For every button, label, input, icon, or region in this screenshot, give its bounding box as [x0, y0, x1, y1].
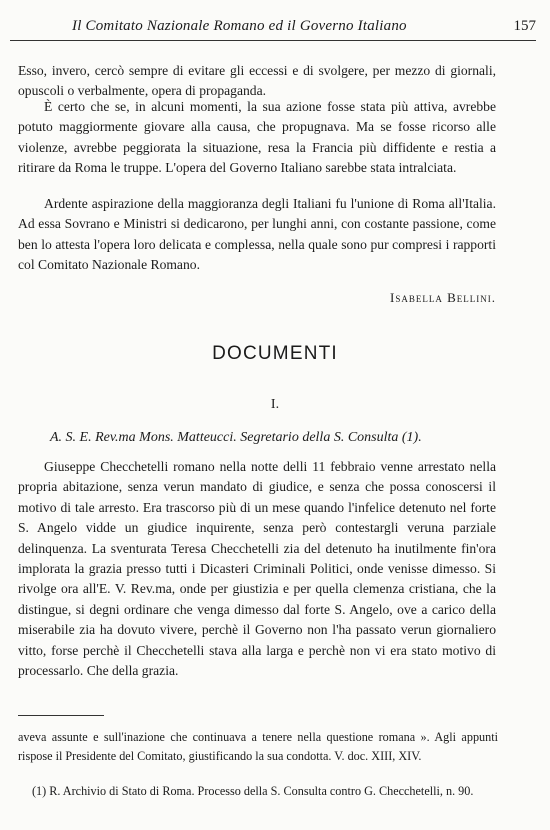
paragraph-1: Esso, invero, cercò sempre di evitare gli eccessi e di svolgere, per mezzo di giornali, opuscoli o verbalmente, opera di propaganda.: [18, 63, 496, 99]
document-number: I.: [270, 397, 280, 412]
document-body: Giuseppe Checchetelli romano nella notte delli 11 febbraio venne arrestato nella propria abitazione, senza verun mandato di giudice, e senza che possa conoscersi il motivo di tale arresto. Era trascorso più di un mese quando l'infelice detenuto nel forte S. Angelo vidde un giudice inquirente, senza però contestargli veruna parziale delinquenza. La sventurata Teresa Checchetelli zia del detenuto ha inutilmente fin'ora implorata la grazia presso tutti i Dicasteri Criminali Politici, onde venisse dimesso. Si rivolge ora all'E. V. Rev.ma, onde per giustizia e per quella clemenza cristiana, che la distingue, si degni ordinare che venga dimesso dal forte S. Angelo, ove a carico della miserabile zia ha dovuto vivere, perchè il Governo non l'ha passato verun giornaliero vitto, forse perchè il Checchetelli stava alla larga e perchè non vi era stato motivo di processarlo. Che della grazia.: [18, 459, 496, 679]
section-heading: DOCUMENTI: [212, 343, 338, 364]
document-address: A. S. E. Rev.ma Mons. Matteucci. Segretario della S. Consulta (1).: [50, 430, 422, 445]
paragraph-3: Ardente aspirazione della maggioranza degli Italiani fu l'unione di Roma all'Italia. Ad essa Sovrano e Ministri si dedicarono, per lunghi anni, con costante passione, come ben lo attesta l'opera loro delicata e complessa, nella quale sono pur compresi i rapporti col Comitato Nazionale Romano.: [18, 196, 496, 273]
page-number: 157: [513, 18, 536, 34]
running-title: Il Comitato Nazionale Romano ed il Governo Italiano: [72, 18, 407, 34]
header-rule: [10, 40, 536, 41]
footnote-continued: aveva assunte e sull'inazione che continuava a tenere nella questione romana ». Agli appunti rispose il Presidente del Comitato, giustificando la sua condotta. V. doc. XIII, XIV.: [18, 730, 498, 763]
paragraph-2: È certo che se, in alcuni momenti, la sua azione fosse stata più attiva, avrebbe potuto maggiormente giovare alla causa, che propugnava. Ma se fosse ricorso alle violenze, avrebbe peggiorata la situazione, resa la Francia più diffidente e restia a ritirare da Roma le truppe. L'opera del Governo Italiano sarebbe stata intralciata.: [18, 99, 496, 176]
running-head: [72, 18, 536, 38]
footnote-rule: [18, 715, 104, 716]
author-signature: Isabella Bellini.: [390, 290, 496, 305]
footnote-1: (1) R. Archivio di Stato di Roma. Processo della S. Consulta contro G. Checchetelli, n. 90.: [32, 784, 474, 798]
